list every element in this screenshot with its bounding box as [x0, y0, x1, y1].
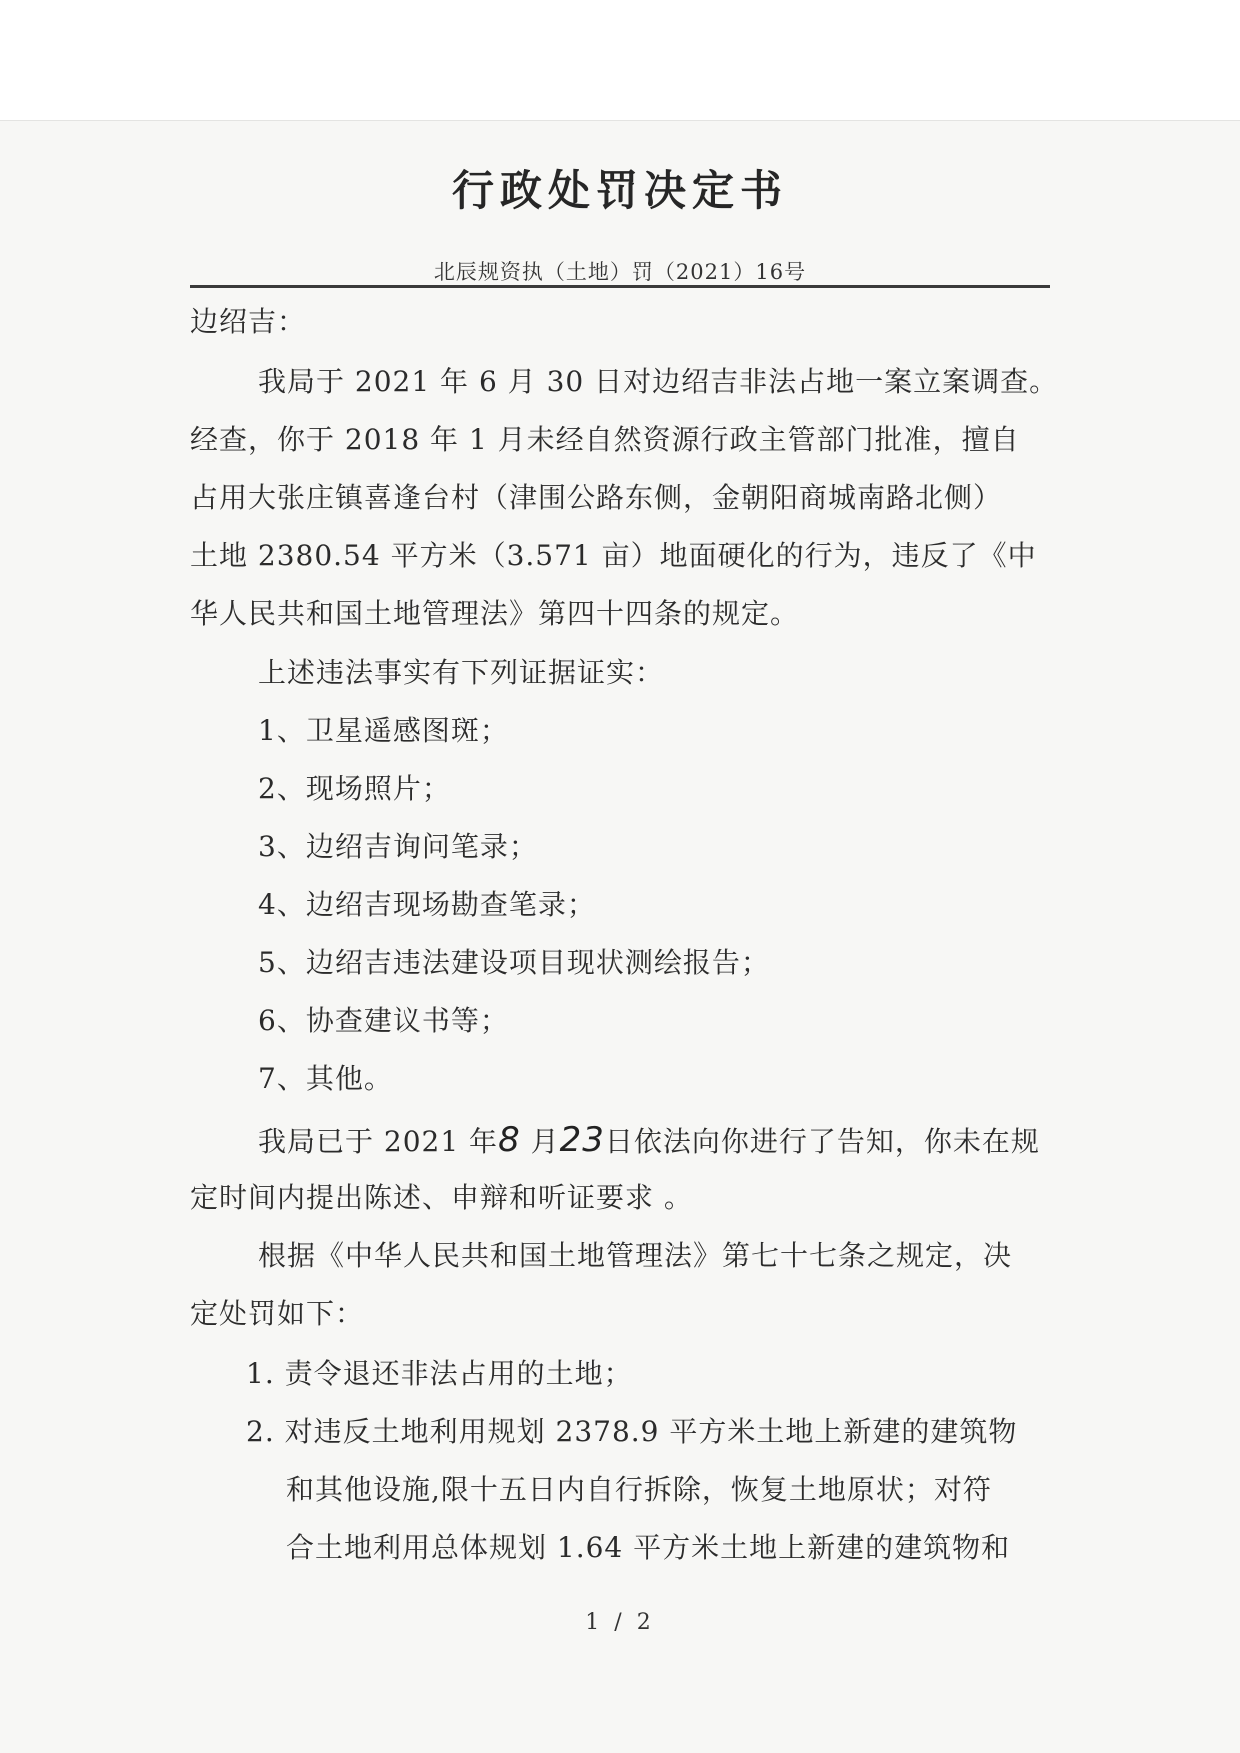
addressee: 边绍吉： — [190, 305, 307, 338]
body-line: 我局于 2021 年 6 月 30 日对边绍吉非法占地一案立案调查。 — [258, 365, 1059, 398]
handwritten-month: 8 — [498, 1120, 521, 1160]
body-line: 华人民共和国土地管理法》第四十四条的规定。 — [190, 597, 800, 630]
evidence-item: 5、边绍吉违法建设项目现状测绘报告； — [258, 946, 770, 979]
penalty-item-continued: 和其他设施,限十五日内自行拆除，恢复土地原状；对符 — [286, 1473, 992, 1506]
evidence-item: 4、边绍吉现场勘查笔录； — [258, 888, 596, 921]
notice-month-unit: 月 — [530, 1125, 560, 1158]
handwritten-day: 23 — [559, 1120, 605, 1160]
body-line: 占用大张庄镇喜逢台村（津围公路东侧，金朝阳商城南路北侧） — [190, 481, 1003, 514]
evidence-item: 3、边绍吉询问笔录； — [258, 830, 538, 863]
evidence-intro: 上述违法事实有下列证据证实： — [258, 656, 665, 689]
document-title: 行政处罚决定书 — [451, 166, 788, 215]
notice-prefix: 我局已于 2021 年 — [258, 1125, 499, 1158]
document-number: 北辰规资执（土地）罚（2021）16号 — [433, 260, 807, 284]
notice-line — [258, 1120, 1058, 1162]
penalty-item: 1. 责令退还非法占用的土地； — [246, 1357, 633, 1390]
notice-suffix: 日依法向你进行了告知，你未在规 — [604, 1125, 1040, 1158]
penalty-item-continued: 合土地利用总体规划 1.64 平方米土地上新建的建筑物和 — [286, 1531, 1011, 1564]
body-line: 定处罚如下： — [190, 1297, 365, 1330]
body-line: 土地 2380.54 平方米（3.571 亩）地面硬化的行为，违反了《中 — [190, 539, 1037, 572]
page-number: 1 / 2 — [585, 1610, 655, 1635]
body-line: 根据《中华人民共和国土地管理法》第七十七条之规定，决 — [258, 1239, 1013, 1272]
body-line: 定时间内提出陈述、申辩和听证要求 。 — [190, 1181, 693, 1214]
evidence-item: 6、协查建议书等； — [258, 1004, 509, 1037]
evidence-item: 1、卫星遥感图斑； — [258, 714, 509, 747]
penalty-item: 2. 对违反土地利用规划 2378.9 平方米土地上新建的建筑物 — [246, 1415, 1018, 1448]
evidence-item: 7、其他。 — [258, 1062, 393, 1095]
scan-top-margin — [0, 0, 1240, 121]
header-divider — [190, 285, 1050, 288]
body-line: 经查，你于 2018 年 1 月未经自然资源行政主管部门批准，擅自 — [190, 423, 1020, 456]
evidence-item: 2、现场照片； — [258, 772, 451, 805]
